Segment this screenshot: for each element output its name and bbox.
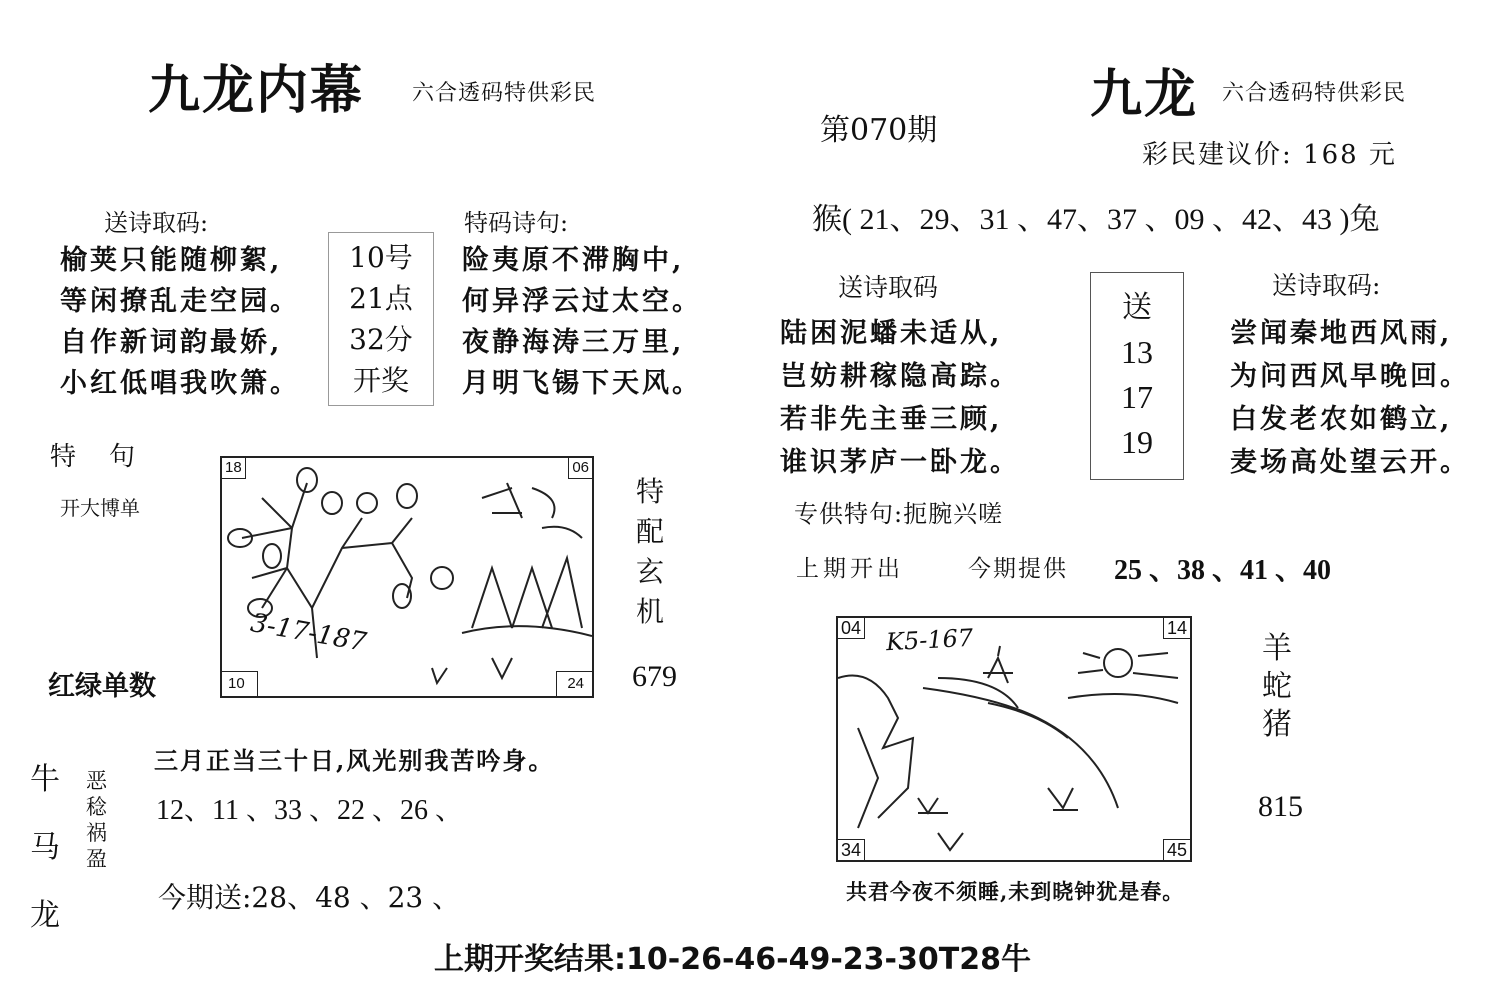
poem4-header: 送诗取码:: [1272, 271, 1381, 300]
small-char: 恶: [86, 769, 107, 793]
poem1-header: 送诗取码:: [104, 209, 209, 237]
poem1-line: 自作新词韵最娇,: [60, 327, 283, 358]
poem3-line: 若非先主垂三顾,: [780, 404, 1003, 435]
send-box-line: 送: [1122, 290, 1152, 325]
send-box-line: 17: [1121, 379, 1153, 415]
poem4-line: 为问西风早晚回。: [1230, 361, 1470, 392]
poem1: [60, 240, 300, 404]
left-side-chars: [636, 472, 664, 632]
small-char: 盈: [86, 847, 107, 871]
send-box-line: 19: [1121, 424, 1153, 460]
corner-number: 34: [837, 839, 865, 861]
numbers-line: 12、11 、33 、22 、26 、: [156, 795, 463, 826]
issue-number: 第070期: [820, 113, 938, 148]
zodiac-char: 猪: [1262, 707, 1292, 742]
last-result: 上期开奖结果:10-26-46-49-23-30T28牛: [434, 942, 1031, 977]
side-char: 特: [636, 475, 665, 508]
small-char: 稔: [86, 795, 107, 819]
poem2-line: 夜静海涛三万里,: [462, 327, 685, 358]
side-char: 机: [636, 595, 665, 628]
corner-number: 18: [221, 457, 246, 479]
poem2-line: 险夷原不滞胸中,: [462, 245, 685, 276]
send-box-line: 13: [1121, 334, 1153, 370]
price: 彩民建议价: 168 元: [1142, 140, 1397, 170]
poem2-line: 何异浮云过太空。: [462, 286, 702, 317]
left-subtitle: 六合透码特供彩民: [412, 81, 597, 106]
zodiac-char: 蛇: [1262, 669, 1292, 704]
corner-number: 24: [556, 671, 593, 697]
poem2-header: 特码诗句:: [464, 209, 569, 237]
draw-time-line: 开奖: [352, 364, 409, 397]
poem1-line: 小红低唱我吹箫。: [60, 368, 300, 399]
corner-number: 14: [1163, 617, 1191, 639]
poem3-line: 陆困泥蟠未适从,: [780, 318, 1003, 349]
zodiac-char: 马: [30, 830, 60, 865]
verse-line: 三月正当三十日,风光别我苦吟身。: [154, 746, 555, 775]
bottom-verse: 共君今夜不须睡,未到晓钟犹是春。: [846, 879, 1185, 904]
poem3-header: 送诗取码: [838, 273, 939, 302]
sketch-drawing: [222, 458, 592, 696]
last-period-label: 上期开出: [796, 556, 904, 582]
small-vertical: [86, 768, 107, 872]
poem3-line: 岂妨耕稼隐高踪。: [780, 361, 1020, 392]
corner-number: 10: [221, 671, 258, 697]
draw-time-line: 32分: [349, 323, 413, 356]
this-period-label: 今期提供: [968, 556, 1068, 582]
zodiac-char: 牛: [30, 762, 60, 797]
side-char: 玄: [636, 555, 665, 588]
poem3: [780, 312, 1020, 484]
left-sketch-text: 3-17-187: [248, 608, 369, 658]
number-815: 815: [1258, 790, 1303, 823]
special-text: 开大博单: [60, 496, 140, 520]
right-side-zodiac: [1262, 630, 1292, 744]
poem2: [462, 240, 702, 404]
side-char: 配: [636, 515, 665, 548]
number-679: 679: [632, 660, 677, 693]
poem1-line: 等闲撩乱走空园。: [60, 286, 300, 317]
send-box: [1090, 272, 1184, 480]
poem4: [1230, 312, 1470, 484]
red-green-label: 红绿单数: [48, 671, 156, 702]
zodiac-char: 龙: [30, 898, 60, 933]
poem4-line: 尝闻秦地西风雨,: [1230, 318, 1453, 349]
send-line: 今期送:28、48 、23 、: [158, 881, 461, 914]
poem4-line: 白发老农如鹤立,: [1230, 404, 1453, 435]
poem2-line: 月明飞锡下天风。: [462, 368, 702, 399]
zodiac-char: 羊: [1262, 631, 1292, 666]
right-sketch: [836, 616, 1192, 862]
right-subtitle: 六合透码特供彩民: [1222, 81, 1407, 106]
corner-number: 04: [837, 617, 865, 639]
left-sketch: [220, 456, 594, 698]
draw-time-line: 21点: [349, 282, 413, 315]
corner-number: 06: [568, 457, 593, 479]
right-special-label: 专供特句:扼腕兴嗟: [794, 500, 1004, 528]
draw-time-line: 10号: [349, 241, 413, 274]
zodiac-vertical: [30, 746, 60, 950]
poem3-line: 谁识茅庐一卧龙。: [780, 447, 1020, 478]
right-sketch-text: K5-167: [885, 623, 974, 657]
poem1-line: 榆荚只能随柳絮,: [60, 245, 283, 276]
right-title: 九龙: [1090, 64, 1199, 125]
poem4-line: 麦场高处望云开。: [1230, 447, 1470, 478]
special-label: 特 句: [50, 442, 136, 472]
left-title: 九龙内幕: [148, 60, 365, 121]
small-char: 祸: [86, 821, 107, 845]
provide-numbers: 25 、38 、41 、40: [1114, 555, 1332, 586]
monkey-line: 猴( 21、29、31 、47、37 、09 、42、43 )兔: [812, 203, 1380, 236]
draw-time-box: [328, 232, 434, 406]
corner-number: 45: [1163, 839, 1191, 861]
